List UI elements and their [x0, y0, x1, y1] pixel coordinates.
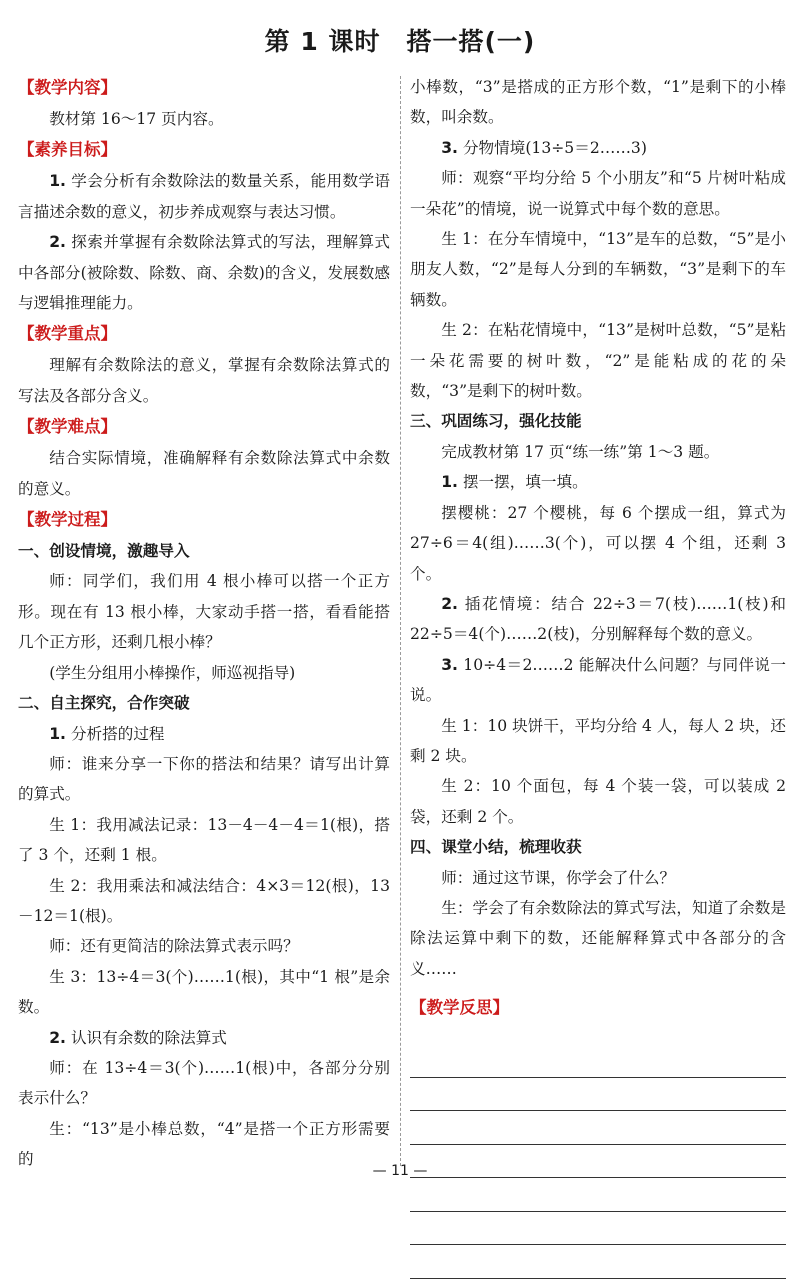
lesson-title: 第 1 课时 搭一搭(一) — [264, 27, 536, 56]
exercise-1-number: 1. — [441, 473, 458, 492]
item-3-number: 3. — [441, 138, 458, 157]
goal-1-number: 1. — [49, 172, 66, 191]
paragraph: 摆樱桃：27 个樱桃，每 6 个摆成一组，算式为 27÷6＝4(组)……3(个)，可以摆 4 个组，还剩 3 个。 — [410, 503, 786, 583]
paragraph: 生 1：10 块饼干，平均分给 4 人，每人 2 块，还剩 2 块。 — [410, 716, 786, 765]
exercise-1 — [410, 467, 786, 497]
paragraph: 生 2：在粘花情境中，“13”是树叶总数，“5”是粘一朵花需要的树叶数，“2”是能粘成的花的朵数，“3”是剩下的树叶数。 — [410, 321, 786, 401]
item-3 — [410, 133, 786, 163]
paragraph: 生：学会了有余数除法的算式写法，知道了余数是除法运算中剩下的数，还能解释算式中各部分的含义…… — [410, 898, 786, 978]
goal-2 — [18, 227, 390, 318]
writing-line — [410, 1111, 786, 1145]
writing-line — [410, 1078, 786, 1112]
section-1-heading: 一、创设情境，激趣导入 — [18, 542, 190, 561]
teaching-content-text: 教材第 16～17 页内容。 — [49, 110, 224, 128]
writing-line — [410, 1245, 786, 1279]
goal-1-text: 学会分析有余数除法的数量关系，能用数学语言描述余数的意义，初步养成观察与表达习惯。 — [18, 172, 390, 221]
heading-key-points: 【教学重点】 — [18, 324, 117, 344]
paragraph-continued: 小棒数，“3”是搭成的正方形个数，“1”是剩下的小棒数，叫余数。 — [410, 78, 786, 127]
item-3-text: 分物情境(13÷5＝2……3) — [462, 138, 647, 157]
exercise-3-text: 10÷4＝2……2 能解决什么问题？与同伴说一说。 — [410, 655, 786, 705]
paragraph: 师：还有更简洁的除法算式表示吗？ — [49, 937, 299, 956]
item-2-number: 2. — [49, 1028, 66, 1047]
reflection-lines — [410, 1044, 786, 1279]
paragraph: 师：通过这节课，你学会了什么？ — [441, 868, 676, 887]
goal-2-text: 探索并掌握有余数除法算式的写法，理解算式中各部分(被除数、除数、商、余数)的含义，发展数感与逻辑推理能力。 — [18, 233, 390, 313]
key-points-text: 理解有余数除法的意义，掌握有余数除法算式的写法及各部分含义。 — [18, 356, 390, 405]
heading-teaching-content: 【教学内容】 — [18, 78, 117, 97]
item-2-text: 认识有余数的除法算式 — [70, 1028, 227, 1047]
heading-literacy-goals: 【素养目标】 — [18, 140, 117, 160]
section-4-heading: 四、课堂小结，梳理收获 — [410, 838, 582, 857]
writing-line — [410, 1178, 786, 1212]
item-1 — [18, 719, 390, 749]
goal-1 — [18, 166, 390, 227]
exercise-2 — [410, 589, 786, 650]
item-1-text: 分析搭的过程 — [70, 724, 165, 743]
paragraph: 生 2：10 个面包，每 4 个装一袋，可以装成 2 袋，还剩 2 个。 — [410, 777, 786, 826]
section-2-heading: 二、自主探究，合作突破 — [18, 694, 190, 713]
paragraph: 完成教材第 17 页“练一练”第 1～3 题。 — [441, 442, 720, 461]
paragraph: 师：观察“平均分给 5 个小朋友”和“5 片树叶粘成一朵花”的情境，说一说算式中每个数的意思。 — [410, 169, 786, 218]
heading-teaching-process: 【教学过程】 — [18, 510, 117, 530]
paragraph: 师：同学们，我们用 4 根小棒可以搭一个正方形。现在有 13 根小棒，大家动手搭一搭，看看能搭几个正方形，还剩几根小棒？ — [18, 572, 390, 652]
paragraph: 师：谁来分享一下你的搭法和结果？请写出计算的算式。 — [18, 754, 390, 804]
column-divider — [400, 76, 401, 1166]
writing-line — [410, 1044, 786, 1078]
paragraph: 生 3：13÷4＝3(个)……1(根)，其中“1 根”是余数。 — [18, 967, 390, 1017]
exercise-3-number: 3. — [441, 655, 458, 674]
paragraph: 生 2：我用乘法和减法结合：4×3＝12(根)，13－12＝1(根)。 — [18, 876, 390, 925]
paragraph: (学生分组用小棒操作，师巡视指导) — [49, 663, 296, 682]
paragraph: 师：在 13÷4＝3(个)……1(根)中，各部分分别表示什么？ — [18, 1058, 390, 1108]
exercise-3 — [410, 650, 786, 711]
heading-difficult-points: 【教学难点】 — [18, 417, 117, 437]
section-3-heading: 三、巩固练习，强化技能 — [410, 412, 582, 431]
writing-line — [410, 1212, 786, 1246]
exercise-1-text: 摆一摆，填一填。 — [462, 473, 588, 492]
right-column — [410, 72, 786, 1279]
paragraph: 生 1：我用减法记录：13－4－4－4＝1(根)，搭了 3 个，还剩 1 根。 — [18, 815, 390, 865]
item-2 — [18, 1023, 390, 1053]
item-1-number: 1. — [49, 724, 66, 743]
difficult-points-text: 结合实际情境，准确解释有余数除法算式中余数的意义。 — [18, 449, 390, 498]
page-number: — 11 — — [372, 1163, 428, 1179]
paragraph: 生 1：在分车情境中，“13”是车的总数，“5”是小朋友人数，“2”是每人分到的车辆数，“3”是剩下的车辆数。 — [410, 230, 786, 309]
left-column — [18, 72, 390, 1175]
goal-2-number: 2. — [49, 233, 66, 252]
exercise-2-text: 插花情境：结合 22÷3＝7(枝)……1(枝)和 22÷5＝4(个)……2(枝)，分别解释每个数的意义。 — [410, 594, 786, 644]
paragraph: 生：“13”是小棒总数，“4”是搭一个正方形需要的 — [18, 1119, 390, 1169]
heading-reflection: 【教学反思】 — [410, 998, 509, 1018]
exercise-2-number: 2. — [441, 594, 458, 613]
